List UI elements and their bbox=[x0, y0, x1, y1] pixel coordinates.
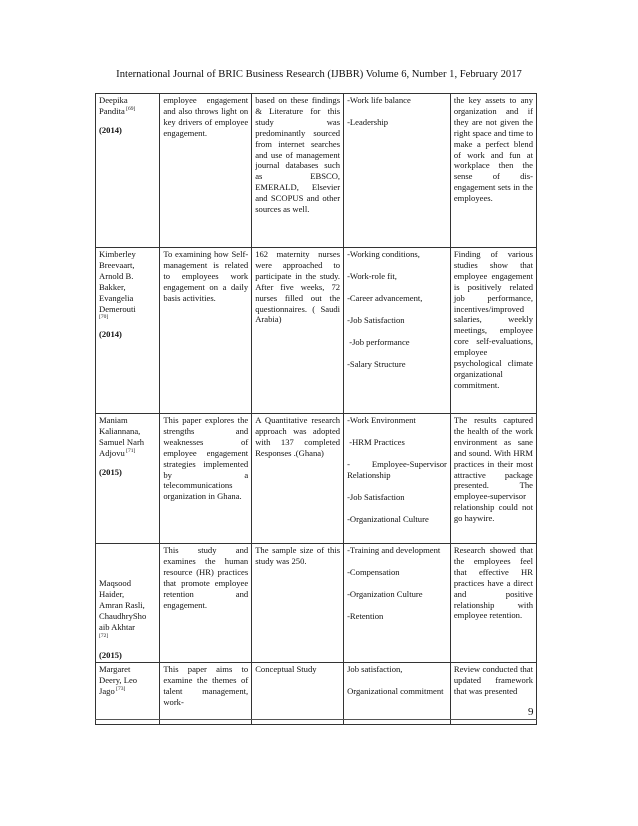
variable-item: -Organizational Culture bbox=[347, 513, 429, 524]
author-cell bbox=[96, 248, 160, 414]
spacer bbox=[347, 326, 447, 337]
method-cell: based on these findings & Literature for this study was predominantly sourced from internet searches and use of management journal databases such as EBSCO, EMERALD, Elsevier and SCOPUS and other sources as well. bbox=[252, 94, 344, 248]
method-cell: A Quantitative research approach was adopted with 137 completed Responses .(Ghana) bbox=[252, 414, 344, 544]
method-cell: 162 maternity nurses were approached to participate in the study. After five weeks, 72 nurses filled out the questionnaires. ( Saudi Arabia) bbox=[252, 248, 344, 414]
literature-review-table bbox=[95, 93, 537, 725]
objective-cell: This paper aims to examine the themes of talent management, work- bbox=[160, 663, 252, 725]
author-name: Pandita [69] bbox=[99, 105, 136, 116]
reference-number: [70] bbox=[99, 314, 109, 321]
variables-cell bbox=[344, 414, 451, 544]
spacer bbox=[99, 640, 156, 650]
variable-item: -Job Satisfaction bbox=[347, 314, 405, 325]
variable-item: -Career advancement, bbox=[347, 292, 423, 303]
spacer bbox=[347, 304, 447, 315]
author-cell bbox=[96, 663, 160, 725]
objective-cell: To examining how Self-management is related to employees work engagement on a daily basis activities. bbox=[160, 248, 252, 414]
variable-item: -HRM Practices bbox=[347, 436, 405, 447]
variables-cell bbox=[344, 544, 451, 663]
spacer bbox=[347, 675, 447, 686]
author-cell bbox=[96, 414, 160, 544]
variable-item: -Retention bbox=[347, 610, 384, 621]
author-name: Maqsood Haider, bbox=[99, 578, 131, 599]
year: (2014) bbox=[99, 124, 122, 135]
spacer bbox=[347, 260, 447, 271]
table-row bbox=[96, 414, 537, 544]
page-number: 9 bbox=[528, 706, 534, 718]
findings-cell: the key assets to any organization and if they are not given the right space and time to make a perfect blend of work and fun at workplace then the sense of dis-engagement sets in the employees. bbox=[450, 94, 536, 248]
reference-number: [71] bbox=[124, 447, 136, 454]
objective-cell: This paper explores the strengths and weaknesses of employee engagement strategies implemented by a telecommunications organization in Ghana. bbox=[160, 414, 252, 544]
variable-item: -Work-role fit, bbox=[347, 270, 397, 281]
reference-number: [73] bbox=[114, 686, 126, 693]
author-name: ChaudhrySho aib Akhtar bbox=[99, 610, 147, 632]
author-name: Margaret bbox=[99, 664, 131, 675]
top-spacer bbox=[99, 545, 156, 578]
spacer bbox=[347, 578, 447, 589]
objective-cell: This study and examines the human resource (HR) practices that promote employee retention and engagement. bbox=[160, 544, 252, 663]
spacer bbox=[347, 481, 447, 492]
table-row bbox=[96, 248, 537, 414]
author-name: Deepika bbox=[99, 95, 128, 105]
author-name: Jago [73] bbox=[99, 686, 126, 697]
author-name: Deery, Leo bbox=[99, 675, 138, 686]
variable-item: Organizational commitment bbox=[347, 686, 444, 697]
table-row bbox=[96, 94, 537, 248]
year: (2014) bbox=[99, 329, 122, 340]
method-cell: Conceptual Study bbox=[252, 663, 344, 725]
variable-item: Job satisfaction, bbox=[347, 664, 403, 675]
variable-item: -Work Environment bbox=[347, 415, 416, 425]
findings-cell: Review conducted that updated framework that was presented bbox=[450, 663, 536, 725]
author-name: Samuel Narh Adjovu [71] bbox=[99, 436, 145, 458]
spacer bbox=[347, 448, 447, 459]
variable-item: -Job performance bbox=[347, 336, 410, 347]
author-name: Amran Rasli, bbox=[99, 599, 145, 610]
variables-cell bbox=[344, 94, 451, 248]
variable-item: -Job Satisfaction bbox=[347, 491, 405, 502]
spacer bbox=[347, 282, 447, 293]
findings-cell: The results captured the health of the work environment as sane and sound. With HRM practices in their most attractive package presented. The employee-supervisor relationship could not go haywire. bbox=[450, 414, 536, 544]
variable-item: -Leadership bbox=[347, 116, 389, 127]
spacer bbox=[99, 117, 156, 125]
spacer bbox=[347, 426, 447, 437]
variable-item: -Working conditions, bbox=[347, 249, 420, 259]
journal-header: International Journal of BRIC Business Research (IJBBR) Volume 6, Number 1, February 2017 bbox=[116, 69, 522, 80]
table-row bbox=[96, 663, 537, 725]
table-row bbox=[96, 544, 537, 663]
findings-cell: Finding of various studies show that employee engagement is positively related job performance, incentives/improved salaries, weekly meetings, employee core self-evaluations, employee psychological climate organizational commitment. bbox=[450, 248, 536, 414]
objective-cell: employee engagement and also throws light on key drivers of employee engagement. bbox=[160, 94, 252, 248]
findings-cell: Research showed that the employees feel that effective HR practices have a direct and positive relationship with employee retention. bbox=[450, 544, 536, 663]
author-name: Evangelia Demerouti bbox=[99, 292, 136, 314]
method-cell: The sample size of this study was 250. bbox=[252, 544, 344, 663]
variable-item: -Training and development bbox=[347, 545, 441, 555]
reference-number: [72] bbox=[99, 632, 109, 639]
footer-rule bbox=[95, 719, 537, 720]
variable-item: - Employee-Supervisor Relationship bbox=[347, 458, 450, 480]
variable-item: -Compensation bbox=[347, 566, 400, 577]
spacer bbox=[99, 459, 156, 467]
author-cell bbox=[96, 94, 160, 248]
year: (2015) bbox=[99, 649, 122, 660]
spacer bbox=[347, 503, 447, 514]
variables-cell bbox=[344, 248, 451, 414]
author-name: Kimberley Breevaart, bbox=[99, 249, 136, 270]
variable-item: -Salary Structure bbox=[347, 358, 406, 369]
reference-number: [69] bbox=[124, 106, 136, 113]
spacer bbox=[347, 106, 447, 117]
author-name: Arnold B. Bakker, bbox=[99, 270, 134, 292]
author-name: Maniam Kaliannana, bbox=[99, 415, 141, 436]
spacer bbox=[347, 348, 447, 359]
spacer bbox=[99, 321, 156, 329]
spacer bbox=[347, 556, 447, 567]
variables-cell bbox=[344, 663, 451, 725]
year: (2015) bbox=[99, 466, 122, 477]
variable-item: -Organization Culture bbox=[347, 588, 423, 599]
author-cell bbox=[96, 544, 160, 663]
variable-item: -Work life balance bbox=[347, 95, 411, 105]
spacer bbox=[347, 600, 447, 611]
